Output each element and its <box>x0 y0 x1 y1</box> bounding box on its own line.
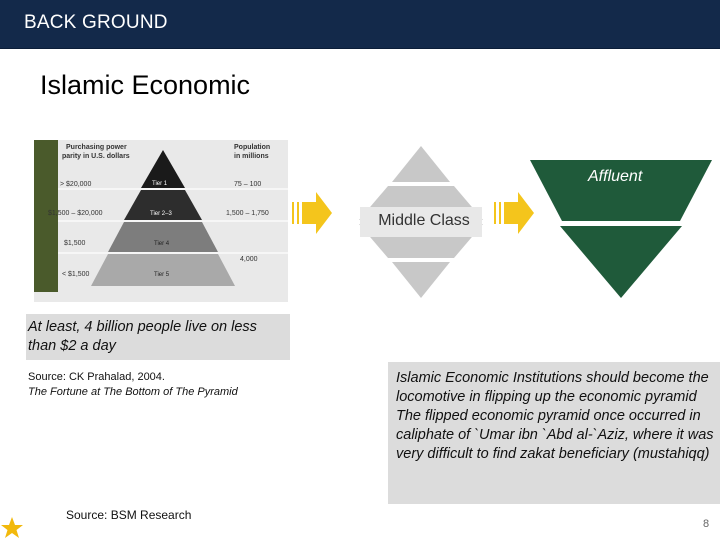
header-title: BACK GROUND <box>24 12 168 33</box>
poor-label: Poor <box>20 216 34 242</box>
income-header-2: parity in U.S. dollars <box>62 153 130 160</box>
tier-5-shape <box>91 254 235 286</box>
arrow-1-icon <box>290 188 334 238</box>
source-line-2: The Fortune at The Bottom of The Pyramid <box>28 386 238 398</box>
tier-2-label: Tier 2–3 <box>150 211 172 217</box>
income-tier-4: $1,500 <box>64 240 86 247</box>
tier-4-label: Tier 4 <box>154 241 170 247</box>
population-tier-2: 1,500 – 1,750 <box>226 210 269 217</box>
explanation-text <box>396 369 718 503</box>
source-citation <box>28 370 238 400</box>
pyramid-graphic <box>58 140 288 302</box>
middle-class-label: Middle Class <box>378 212 470 229</box>
population-header-2: in millions <box>234 153 269 160</box>
income-tier-1: > $20,000 <box>60 181 92 188</box>
page-number: 8 <box>703 518 710 530</box>
income-tier-5: < $1,500 <box>62 271 90 278</box>
tier-4-shape <box>108 222 218 252</box>
explanation-paragraph-1: Islamic Economic Institutions should become the locomotive in flipping up the economic pyramid <box>396 370 709 405</box>
income-tier-2: $1,500 – $20,000 <box>48 210 103 217</box>
affluent-label: Affluent <box>588 168 643 185</box>
population-tier-1: 75 – 100 <box>234 181 262 188</box>
explanation-paragraph-2: The flipped economic pyramid once occurred in caliphate of `Umar ibn `Abd al-`Aziz, where it was very difficult to find zakat beneficiary (mustahiqq) <box>396 408 714 462</box>
caption-text: At least, 4 billion people live on less than $2 a day <box>28 319 257 354</box>
source-line-1: Source: CK Prahalad, 2004. <box>28 371 165 383</box>
population-tier-5: 4,000 <box>240 256 258 263</box>
income-header-1: Purchasing power <box>66 144 127 151</box>
population-header-1: Population <box>234 144 271 151</box>
tier-1-label: Tier 1 <box>152 181 168 187</box>
tier-5-label: Tier 5 <box>154 272 170 278</box>
research-source: Source: BSM Research <box>66 508 192 522</box>
star-icon <box>0 516 24 540</box>
slide-title: Islamic Economic <box>40 70 251 100</box>
